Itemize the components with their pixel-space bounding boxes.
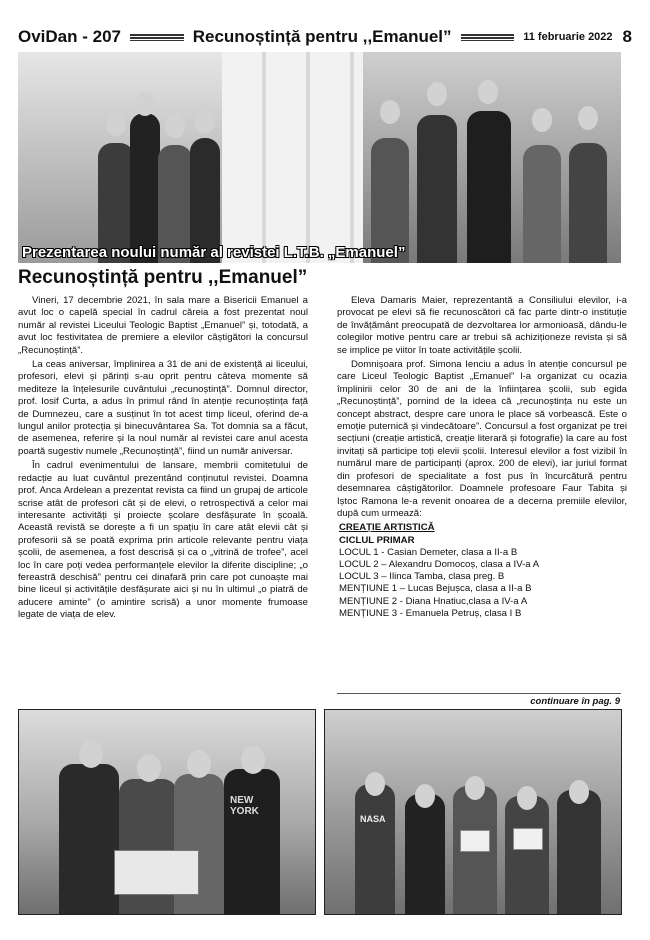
list-item: MENȚIUNE 1 – Lucas Bejușca, clasa a II-a B (339, 583, 532, 595)
article-column-left (18, 295, 308, 624)
header-rule-right (461, 34, 515, 41)
list-item: MENȚIUNE 2 - Diana Hnatiuc,clasa a IV-a A (339, 595, 528, 607)
list-item: LOCUL 1 - Casian Demeter, clasa a II-a B (339, 546, 518, 558)
page-header (18, 26, 632, 48)
top-photo (18, 52, 621, 263)
photo-panel-drawings (222, 52, 363, 263)
publication-label: OviDan - 207 (18, 27, 121, 46)
list-item: LOCUL 3 – Ilinca Tamba, clasa preg. B (339, 571, 505, 583)
photo-panel-staff (18, 52, 222, 263)
diploma (513, 828, 543, 850)
shirt-text: NEW YORK (230, 795, 259, 817)
photo-caption: Prezentarea noului număr al revistei L.T.B. „Emanuel” (22, 244, 406, 261)
shirt-text-nasa: NASA (360, 814, 386, 824)
photo-panel-committee (363, 52, 621, 263)
continued-link[interactable]: continuare în pag. 9 (530, 696, 620, 707)
list-item: LOCUL 2 – Alexandru Domocoș, clasa a IV-a A (339, 558, 540, 570)
continued-rule (337, 693, 621, 694)
paragraph: Vineri, 17 decembrie 2021, în sala mare a Bisericii Emanuel a avut loc o capelă special în cadrul căreia a fost prezentat noul număr al revistei Liceului Teologic Baptist „Emanuel” și, totodată, a avut loc festivitatea de premiere a elevilor câștigători la concursul „Recunoștință”. (18, 295, 308, 356)
awards-section: CREAȚIE ARTISTICĂ (339, 522, 435, 534)
bottom-left-photo (18, 709, 316, 915)
paragraph: Eleva Damaris Maier, reprezentantă a Consiliului elevilor, i-a provocat pe elevi să fie recunoscători că fac parte dintr-o instituție de învățământ preocupată de dezvoltarea lor armonioasă, dându-le colegilor motive pentru care ar trebui să achiziționeze revista și să se implice pe viitor în toate activitățile școlii. (337, 295, 627, 356)
paragraph: În cadrul evenimentului de lansare, membrii comitetului de redacție au luat cuvântul prezentând conținutul revistei. Doamna prof. Anca Ardelean a prezentat revista ca fiind un grupaj de articole scrise atât de profesori cât și de elevi, o retrospectivă a celor mai interesante activități și proiecte școlare desfășurate în școală. Această revistă se dorește a fi un spațiu în care atât elevii cât și profesorii să se poată exprima prin articole relevante pentru viața școlii, de asemenea, a fost descrisă și ca o „vitrină de trofee”, acel loc în care poți vedea performanțele elevilor la diferite discipline; „o fereastră deschisă” pentru cei dinafară prin care pot cunoaște mai bine liceul și activitățile desfășurate aici și nu în ultimul „o piatră de aducere aminte” (o amintire scrisă) a unor momente frumoase legate de viața de elev. (18, 460, 308, 621)
paragraph: Domnișoara prof. Simona Ienciu a adus în atenție concursul pe care Liceul Teologic Baptist „Emanuel” l-a organizat cu ocazia împlinirii celor 30 de ani de la înființarea școlii, sub egida „Recunoștință”, pornind de la ideea că „recunoștința nu este un concept abstract, despre care unora le place să vorbească. Este o emoție puternică și vindecătoare”. Concursul a fost organizat pe trei secțiuni (creație artistică, creație literară și fotografie) la care au fost invitați să participe toți elevii școlii. Interesul elevilor a fost vizibil în numărul mare de participanți (aprox. 200 de elevi), iar juriul format din profesori de specialitate a fost pus în încurcătură pentru desemnarea câștigătorilor. Doamnele profesoare Faur Tabita și Iștoc Ramona le-a revenit onoarea de a decerna premiile elevilor, după cum urmează: (337, 359, 627, 519)
bottom-right-photo (324, 709, 622, 915)
list-item: MENȚIUNE 3 - Emanuela Petruș, clasa I B (339, 607, 522, 619)
awards-list (337, 522, 627, 620)
table-box (114, 850, 199, 895)
header-rule-left (130, 34, 184, 41)
paragraph: La ceas aniversar, împlinirea a 31 de ani de existență ai liceului, profesori, elevi și părinți s-au oprit pentru câteva momente să mediteze la înțelesurile cuvântului „recunoștință”. Domnul director, prof. Iosif Curta, a adus în primul rând în atenție recunoștința față de Dumnezeu, care a susținut în tot acest timp liceul, oferind de-a lungul anilor protecția și binecuvântarea Sa. Tot domnia sa a făcut, de asemenea, referire și la noul număr al revistei care anul acesta poartă sugestiv numele „Recunoștință”, fiind un număr aniversar. (18, 359, 308, 457)
page-number: 8 (622, 27, 633, 46)
section-title: Recunoștință pentru ,,Emanuel” (192, 27, 452, 46)
awards-cycle: CICLUL PRIMAR (339, 534, 415, 546)
article-title: Recunoștință pentru ,,Emanuel” (18, 267, 308, 288)
article-column-right (337, 295, 627, 620)
diploma (460, 830, 490, 852)
issue-date: 11 februarie 2022 (523, 31, 613, 43)
